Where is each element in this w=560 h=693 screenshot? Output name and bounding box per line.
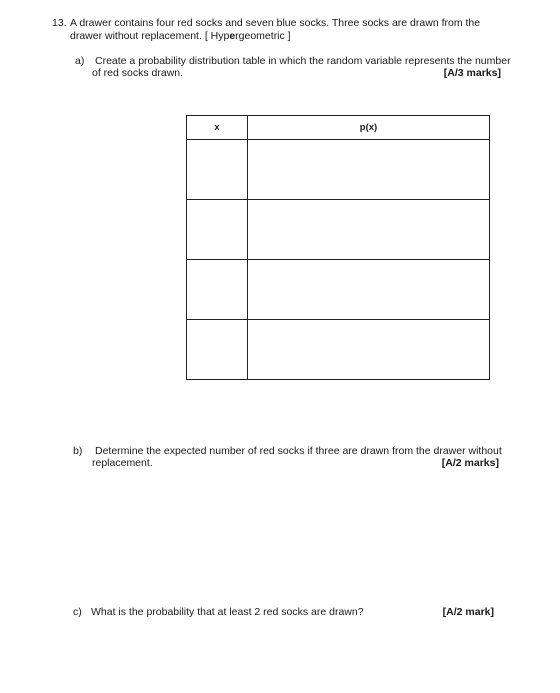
question-stem-line2 <box>70 30 291 43</box>
question-stem-line1: A drawer contains four red socks and seven blue socks. Three socks are drawn from the <box>70 17 481 29</box>
header-x: x <box>187 116 248 140</box>
stem-line2-text: drawer without replacement. [ Hyp <box>70 30 230 42</box>
cell-px[interactable] <box>248 260 490 320</box>
probability-table <box>186 115 490 380</box>
question-number: 13. <box>52 17 67 29</box>
stem-line2-bold-letter: e <box>229 30 236 42</box>
part-a-label: a) <box>75 55 85 67</box>
part-b-line2: replacement. <box>92 457 153 469</box>
table-row <box>187 260 490 320</box>
part-c-line1: What is the probability that at least 2 red socks are drawn? <box>91 606 364 618</box>
cell-px[interactable] <box>248 200 490 260</box>
part-b-marks: [A/2 marks] <box>441 457 499 469</box>
part-a-line2: of red socks drawn. <box>92 67 184 79</box>
cell-x[interactable] <box>187 260 248 320</box>
cell-x[interactable] <box>187 140 248 200</box>
stem-line2-rest: rgeometric ] <box>235 30 291 42</box>
part-c-label: c) <box>73 606 82 618</box>
table-row <box>187 140 490 200</box>
cell-x[interactable] <box>187 200 248 260</box>
part-c-marks: [A/2 mark] <box>442 606 494 618</box>
table-row <box>187 200 490 260</box>
cell-x[interactable] <box>187 320 248 380</box>
part-b-label: b) <box>73 445 83 457</box>
cell-px[interactable] <box>248 140 490 200</box>
table-header-row <box>187 116 490 140</box>
cell-px[interactable] <box>248 320 490 380</box>
header-px: p(x) <box>248 116 490 140</box>
table-row <box>187 320 490 380</box>
part-a-marks: [A/3 marks] <box>443 67 501 79</box>
part-b-line1: Determine the expected number of red socks if three are drawn from the drawer without <box>95 445 502 457</box>
part-a-line1: Create a probability distribution table in which the random variable represents the number <box>95 55 511 67</box>
